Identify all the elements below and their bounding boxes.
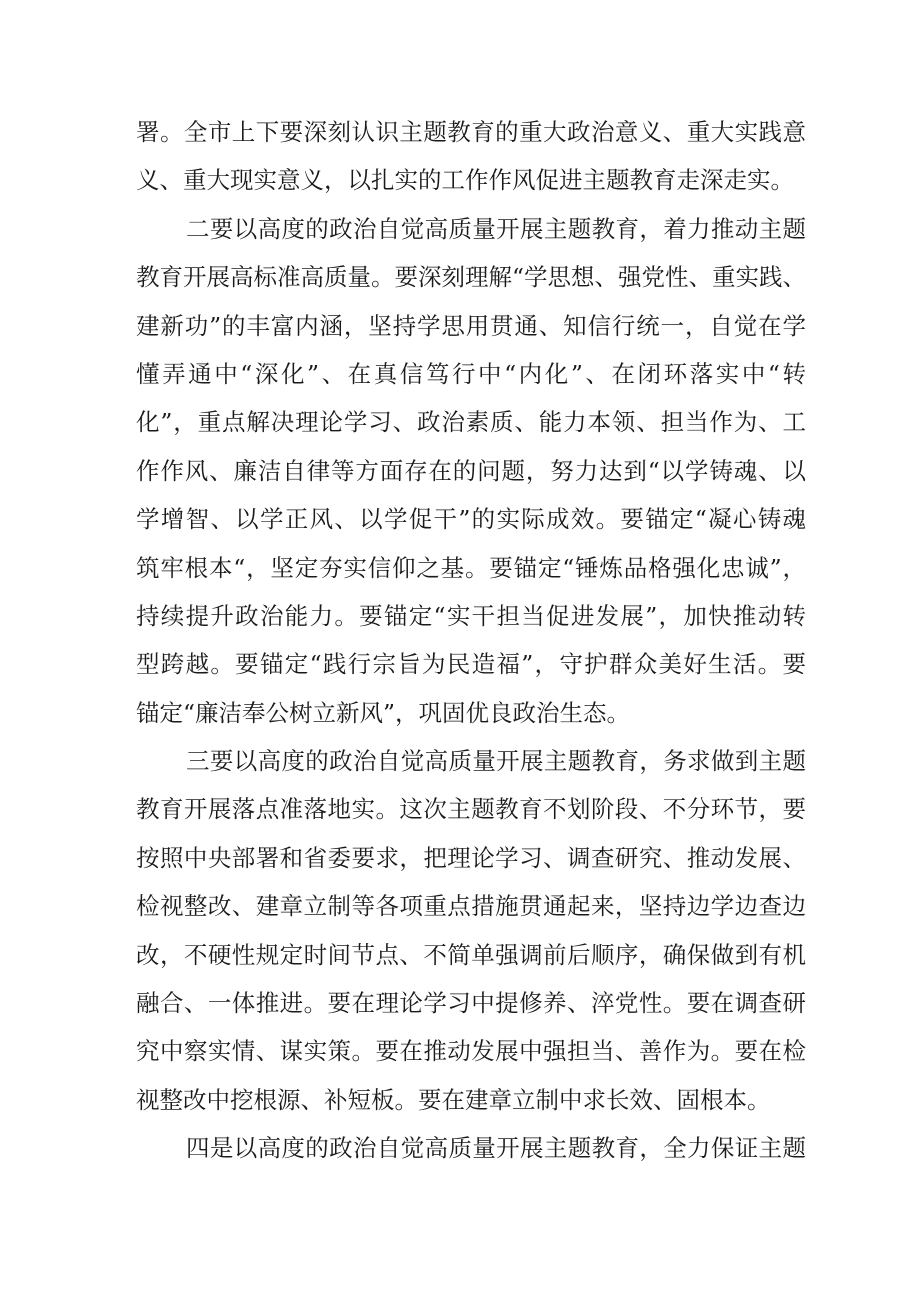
paragraph-line: 三要以高度的政治自觉高质量开展主题教育，务求做到主题 bbox=[186, 747, 806, 776]
paragraph-line: 究中察实情、谋实策。要在推动发展中强担当、善作为。要在检 bbox=[136, 1037, 806, 1066]
paragraph-line: 按照中央部署和省委要求，把理论学习、调查研究、推动发展、 bbox=[136, 843, 806, 872]
paragraph-line: 融合、一体推进。要在理论学习中提修养、淬党性。要在调查研 bbox=[136, 989, 806, 1018]
paragraph-line: 建新功”的丰富内涵，坚持学思用贯通、知信行统一，自觉在学 bbox=[136, 311, 806, 340]
paragraph-line: 署。全市上下要深刻认识主题教育的重大政治意义、重大实践意 bbox=[136, 118, 806, 146]
paragraph-line: 懂弄通中“深化”、在真信笃行中“内化”、在闭环落实中“转 bbox=[136, 359, 806, 388]
paragraph-line: 教育开展落点准落地实。这次主题教育不划阶段、不分环节，要 bbox=[136, 795, 806, 824]
document-body bbox=[136, 108, 806, 1173]
paragraph-4 bbox=[136, 1124, 806, 1172]
paragraph-3 bbox=[136, 737, 806, 1124]
paragraph-line: 二要以高度的政治自觉高质量开展主题教育，着力推动主题 bbox=[186, 214, 806, 243]
paragraph-line: 四是以高度的政治自觉高质量开展主题教育，全力保证主题 bbox=[186, 1134, 806, 1163]
paragraph-line: 义、重大现实意义，以扎实的工作作风促进主题教育走深走实。 bbox=[136, 166, 794, 195]
paragraph-2 bbox=[136, 205, 806, 737]
paragraph-line: 教育开展高标准高质量。要深刻理解“学思想、强党性、重实践、 bbox=[136, 263, 807, 292]
paragraph-line: 检视整改、建章立制等各项重点措施贯通起来，坚持边学边查边 bbox=[136, 892, 806, 921]
paragraph-1 bbox=[136, 108, 806, 205]
paragraph-line: 改，不硬性规定时间节点、不简单强调前后顺序，确保做到有机 bbox=[136, 940, 806, 969]
paragraph-line: 视整改中挖根源、补短板。要在建章立制中求长效、固根本。 bbox=[136, 1085, 771, 1114]
paragraph-line: 作作风、廉洁自律等方面存在的问题，努力达到“以学铸魂、以 bbox=[136, 456, 806, 485]
paragraph-line: 型跨越。要锚定“践行宗旨为民造福”，守护群众美好生活。要 bbox=[136, 650, 806, 679]
paragraph-line: 学增智、以学正风、以学促干”的实际成效。要锚定“凝心铸魂 bbox=[136, 505, 806, 534]
paragraph-line: 化”，重点解决理论学习、政治素质、能力本领、担当作为、工 bbox=[136, 408, 806, 437]
paragraph-line: 锚定“廉洁奉公树立新风”，巩固优良政治生态。 bbox=[136, 698, 631, 727]
paragraph-line: 筑牢根本“，坚定夯实信仰之基。要锚定“锤炼品格强化忠诚”， bbox=[136, 553, 806, 582]
paragraph-line: 持续提升政治能力。要锚定“实干担当促进发展”，加快推动转 bbox=[136, 601, 806, 630]
